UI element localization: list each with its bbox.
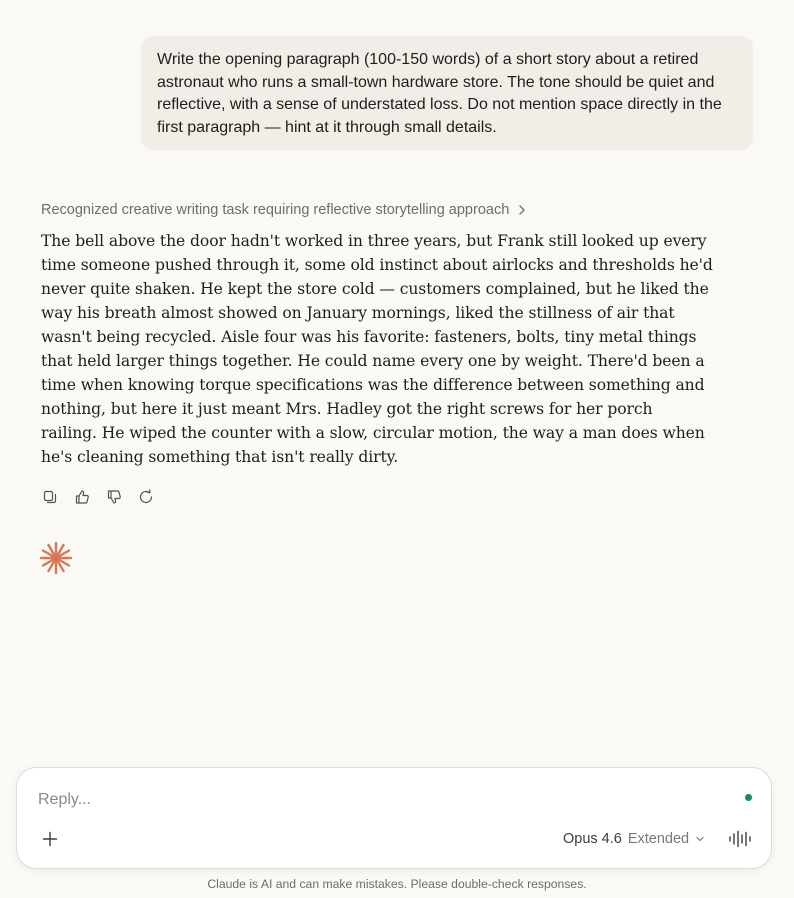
model-selector[interactable] [563,829,705,849]
reply-input[interactable] [38,788,718,812]
plus-icon [41,830,59,848]
thumbs-up-button[interactable] [70,485,94,509]
model-mode: Extended [627,831,690,847]
message-actions [38,485,158,509]
copy-icon [42,489,58,505]
assistant-response-text: The bell above the door hadn't worked in three years, but Frank still looked up every time someone pushed through it, some old instinct about airlocks and thresholds he'd never quite shaken. He kept the store cold — customers complained, but he liked the way his breath almost showed on January mornings, liked the stillness of air that wasn't being recycled. Aisle four was his favorite: fasteners, bolts, tiny metal things that held larger things together. He could name every one by weight. There'd been a time when knowing torque specifications was the difference between something and nothing, but here it just meant Mrs. Hadley got the right screws for her porch railing. He wiped the counter with a slow, circular motion, the way a man does when he's cleaning something that isn't really dirty. [41,232,713,466]
claude-spark-logo [39,541,73,575]
copy-button[interactable] [38,485,62,509]
retry-button[interactable] [134,485,158,509]
thinking-summary-label: Recognized creative writing task requiring reflective storytelling approach [41,202,510,218]
status-dot [745,794,752,801]
thumbs-up-icon [74,489,90,505]
add-attachment-button[interactable] [39,828,61,850]
thinking-summary-toggle[interactable] [41,200,529,220]
retry-icon [138,489,154,505]
ai-disclaimer: Claude is AI and can make mistakes. Please double-check responses. [207,877,587,891]
reply-composer [16,767,772,869]
user-message-text: Write the opening paragraph (100-150 words) of a short story about a retired astronaut who runs a small-town hardware store. The tone should be quiet and reflective, with a sense of understated loss. Do not mention space directly in the first paragraph — hint at it through small details. [157,51,722,136]
thumbs-down-button[interactable] [102,485,126,509]
chevron-down-icon [695,834,705,844]
voice-waveform-icon [728,830,752,848]
thumbs-down-icon [106,489,122,505]
voice-input-button[interactable] [727,827,753,851]
chevron-right-icon [515,203,529,217]
user-message [141,36,753,150]
assistant-response [41,229,713,469]
model-name: Opus 4.6 [563,831,622,847]
